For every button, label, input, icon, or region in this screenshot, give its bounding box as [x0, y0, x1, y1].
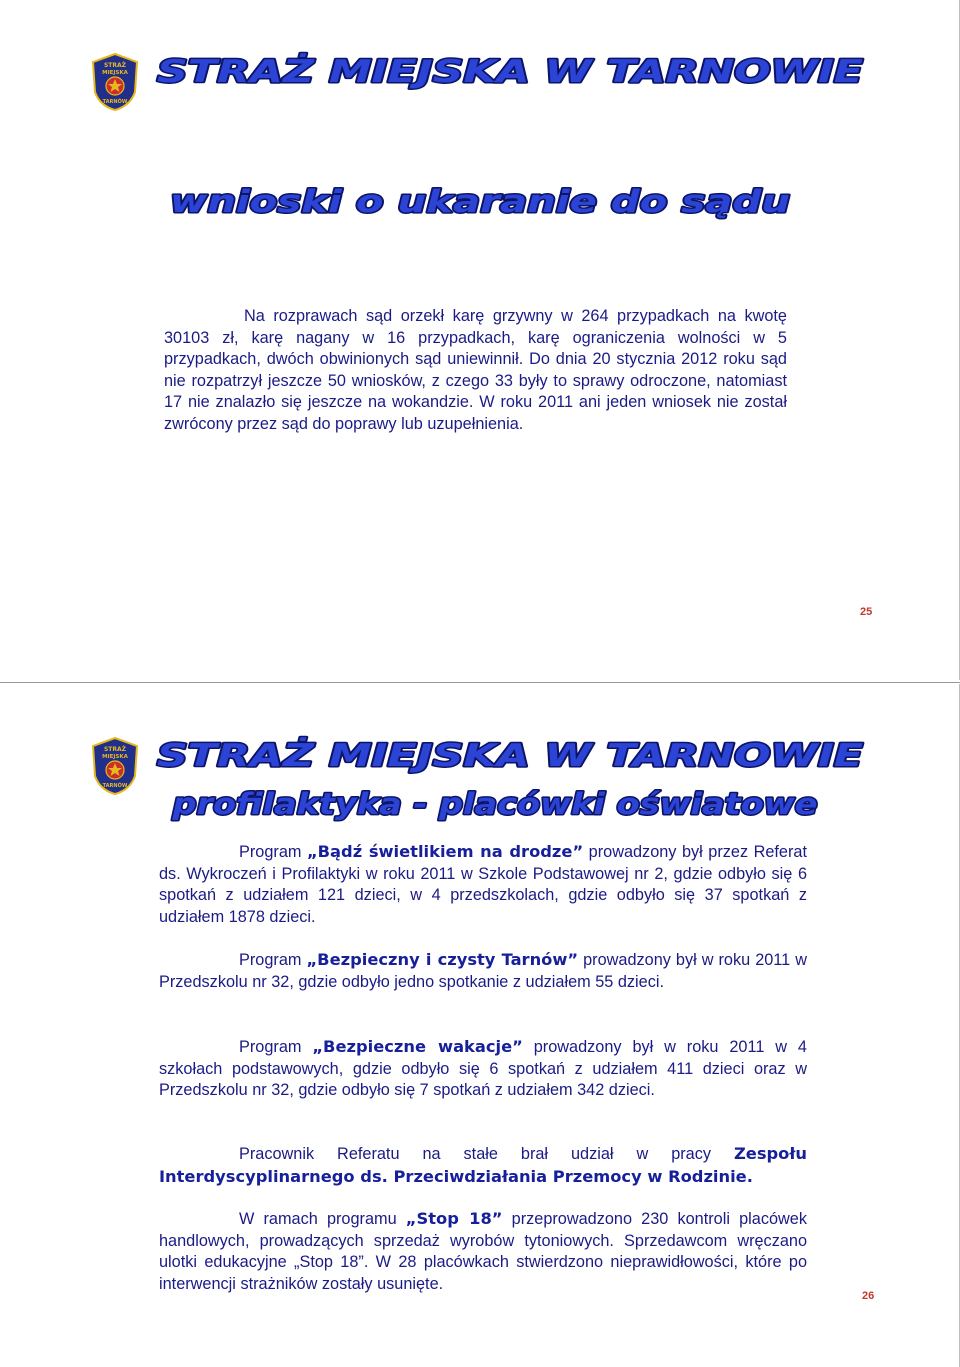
p5-post: przeprowadzono 230 kontroli placówek handlowych, prowadzących sprzedaż wyrobów tytoniowych. Sprzedawcom wręczano ulotki edukacyjne „Stop 18”. W 28 placówkach stwierdzono nieprawidłowości, które po interwencji strażników zostały usunięte. [159, 1210, 807, 1293]
p3-post: prowadzony był w roku 2011 w 4 szkołach podstawowych, gdzie odbyło się 6 spotkań z udziałem 411 dzieci oraz w Przedszkolu nr 32, gdzie odbyło się 7 spotkań z udziałem 342 dzieci. [159, 1038, 807, 1100]
p1-pre: Program [239, 843, 307, 861]
slide-separator [0, 682, 960, 683]
badge-line3: TARNÓW [102, 99, 128, 105]
p5-pre: W ramach programu [239, 1210, 406, 1228]
banner-title-text: STRAŻ MIEJSKA W TARNOWIE [157, 54, 863, 90]
program-stop18-paragraph [159, 1208, 807, 1295]
banner-title [150, 50, 870, 92]
city-guard-badge-icon [90, 52, 140, 112]
city-guard-badge-icon [90, 736, 140, 796]
slide-subtitle-text: profilaktyka - placówki oświatowe [171, 787, 818, 821]
banner-title [150, 734, 870, 776]
slide-25 [0, 0, 960, 680]
interdisciplinary-team-paragraph [159, 1143, 807, 1188]
page-number: 26 [862, 1290, 875, 1302]
p4-pre: Pracownik Referatu na stałe brał udział w pracy [239, 1145, 734, 1163]
p5-program-name: „Stop 18” [405, 1209, 503, 1228]
court-results-paragraph [164, 306, 787, 436]
program-swietlik-paragraph [159, 841, 807, 928]
p1-post: prowadzony był przez Referat ds. Wykroczeń i Profilaktyki w roku 2011 w Szkole Podstawowej nr 2, gdzie odbyło się 6 spotkań z udziałem 121 dzieci, w 4 przedszkolach, gdzie odbyło się 37 spotkań z udziałem 1878 dzieci. [159, 843, 807, 926]
p1-program-name: „Bądź świetlikiem na drodze” [306, 842, 584, 861]
p3-program-name: „Bezpieczne wakacje” [312, 1037, 523, 1056]
badge-line1: STRAŻ [103, 62, 127, 69]
p2-program-name: „Bezpieczny i czysty Tarnów” [306, 950, 579, 969]
slide-26 [0, 684, 960, 1367]
slide-subtitle [165, 182, 795, 222]
p3-pre: Program [239, 1038, 313, 1056]
badge-line2: MIEJSKA [102, 70, 128, 76]
program-bezpieczne-wakacje-paragraph [159, 1036, 807, 1102]
slide-subtitle [168, 786, 823, 824]
badge-line1: STRAŻ [103, 746, 127, 753]
program-bezpieczny-tarnow-paragraph [159, 949, 807, 993]
page-number: 25 [860, 606, 873, 618]
p2-post: prowadzony był w roku 2011 w Przedszkolu nr 32, gdzie odbyło jedno spotkanie z udziałem 55 dzieci. [159, 951, 807, 991]
p4-team-name: Zespołu Interdyscyplinarnego ds. Przeciwdziałania Przemocy w Rodzinie. [159, 1144, 807, 1186]
banner-title-text: STRAŻ MIEJSKA W TARNOWIE [157, 738, 863, 774]
badge-line2: MIEJSKA [102, 754, 128, 760]
slide-subtitle-text: wnioski o ukaranie do sądu [170, 184, 790, 220]
p2-pre: Program [239, 951, 307, 969]
badge-line3: TARNÓW [102, 783, 128, 789]
court-results-text: Na rozprawach sąd orzekł karę grzywny w 264 przypadkach na kwotę 30103 zł, karę nagany w 16 przypadkach, karę ograniczenia wolności w 5 przypadkach, dwóch obwinionych sąd uniewinnił. Do dnia 20 stycznia 2012 roku sąd nie rozpatrzył jeszcze 50 wniosków, z czego 33 były to sprawy odroczone, natomiast 17 nie znalazło się jeszcze na wokandzie. W roku 2011 ani jeden wniosek nie został zwrócony przez sąd do poprawy lub uzupełnienia. [164, 307, 787, 433]
